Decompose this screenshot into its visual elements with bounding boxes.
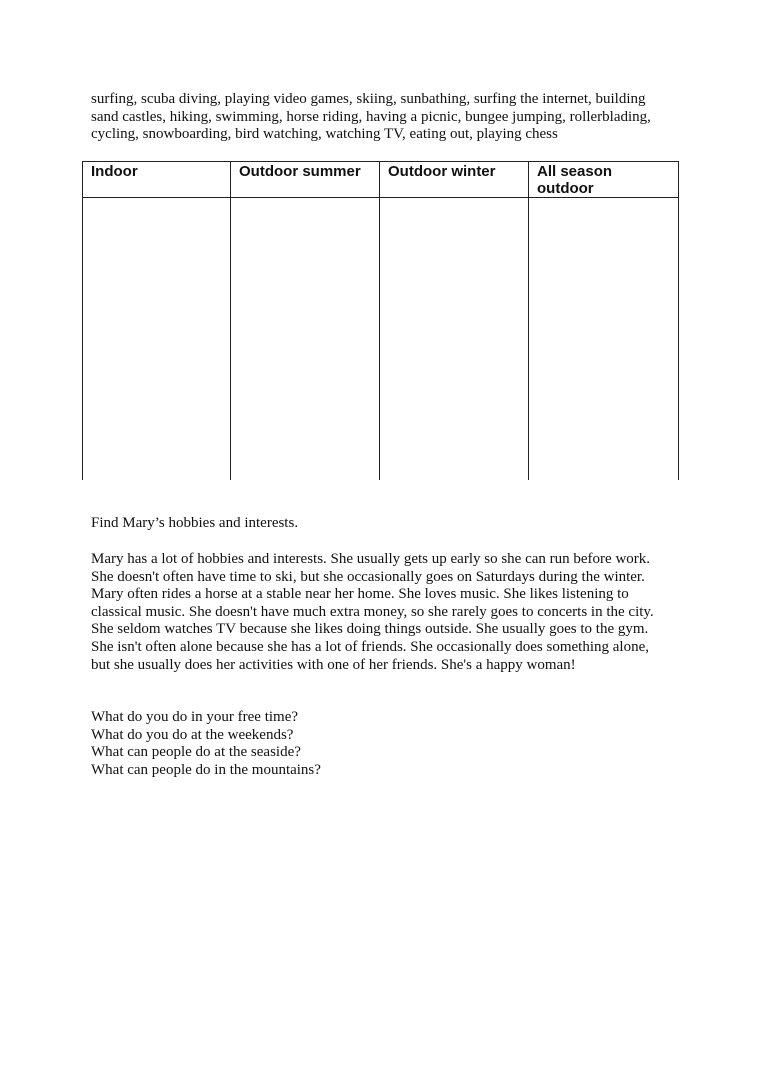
word-list-line: cycling, snowboarding, bird watching, watching TV, eating out, playing chess	[91, 126, 558, 143]
passage-line: Mary has a lot of hobbies and interests. She usually gets up early so she can run before work.	[91, 551, 651, 567]
header-indoor	[83, 162, 231, 198]
discussion-questions	[91, 709, 321, 779]
passage-line: Mary often rides a horse at a stable near her home. She loves music. She likes listening to	[91, 586, 629, 603]
question-item: What do you do in your free time?	[91, 709, 299, 725]
reading-heading: Find Mary’s hobbies and interests.	[91, 515, 299, 531]
question-item: What can people do at the seaside?	[91, 744, 301, 761]
answer-cell-outdoor-winter[interactable]	[380, 198, 529, 480]
header-label-line2: outdoor	[537, 180, 594, 197]
table-header-row	[83, 162, 679, 198]
passage-line: but she usually does her activities with one of her friends. She's a happy woman!	[91, 656, 576, 673]
header-outdoor-winter	[380, 162, 529, 198]
header-label: Indoor	[91, 163, 138, 180]
header-all-season-outdoor	[529, 162, 679, 198]
passage-line: She isn't often alone because she has a lot of friends. She occasionally does something alone,	[91, 638, 649, 655]
answer-cell-all-season-outdoor[interactable]	[529, 198, 679, 480]
table-answer-row	[83, 198, 679, 480]
hobby-category-table	[82, 161, 679, 480]
word-list-line: sand castles, hiking, swimming, horse riding, having a picnic, bungee jumping, rollerblading,	[91, 108, 651, 125]
passage-line: classical music. She doesn't have much extra money, so she rarely goes to concerts in the city.	[91, 603, 654, 620]
header-outdoor-summer	[231, 162, 380, 198]
header-label: Outdoor summer	[239, 163, 361, 180]
header-label: All season	[537, 163, 613, 180]
passage-line: She doesn't often have time to ski, but she occasionally goes on Saturdays during the winter.	[91, 568, 645, 585]
header-label: Outdoor winter	[388, 163, 496, 180]
answer-cell-outdoor-summer[interactable]	[231, 198, 380, 480]
answer-cell-indoor[interactable]	[83, 198, 231, 480]
word-list-line: surfing, scuba diving, playing video games, skiing, sunbathing, surfing the internet, building	[91, 91, 646, 107]
reading-passage	[91, 551, 691, 674]
question-item: What do you do at the weekends?	[91, 726, 294, 743]
passage-line: She seldom watches TV because she likes doing things outside. She usually goes to the gym.	[91, 621, 649, 638]
question-item: What can people do in the mountains?	[91, 761, 321, 778]
word-list	[91, 91, 691, 144]
